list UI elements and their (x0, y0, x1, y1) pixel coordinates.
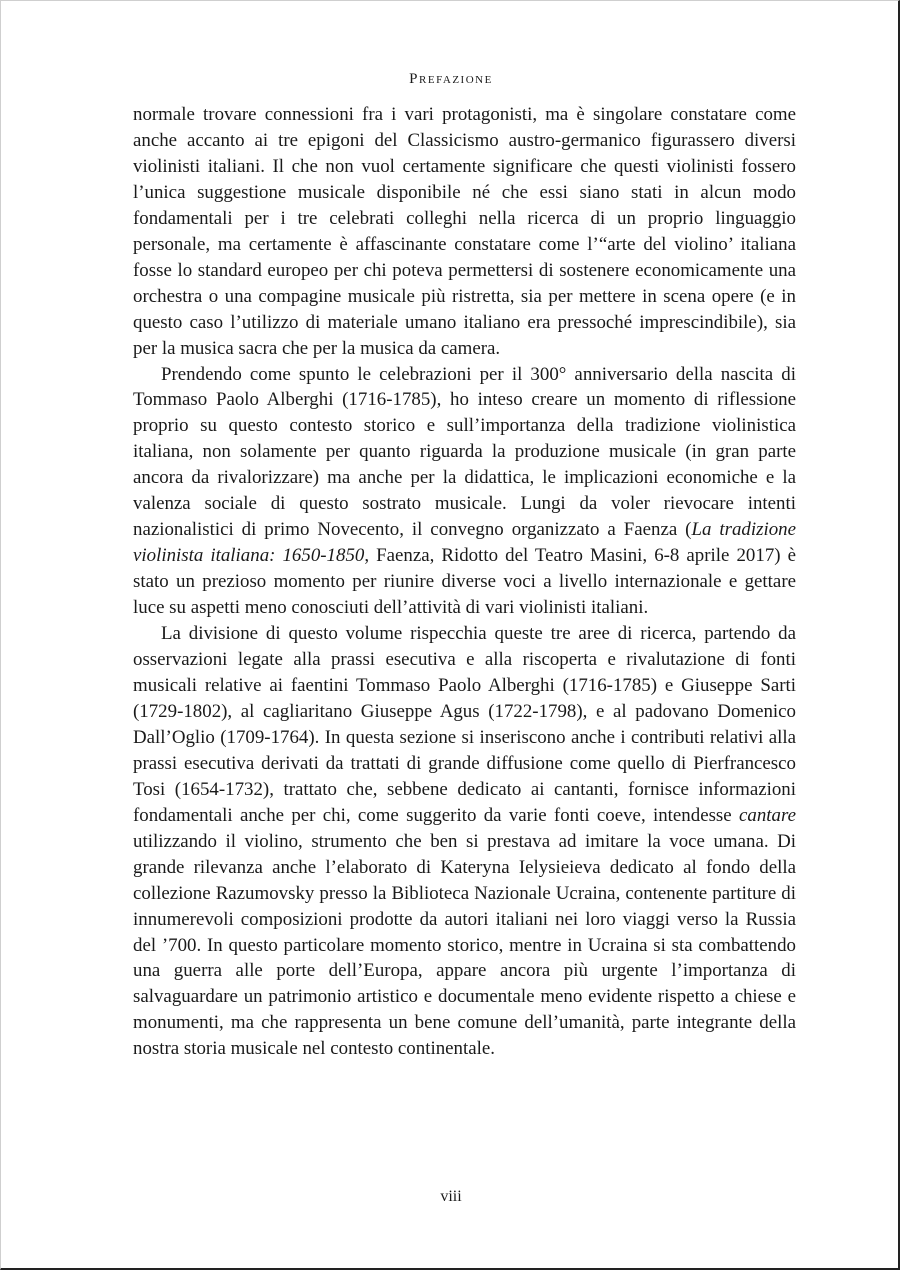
running-head: Prefazione (409, 71, 493, 87)
paragraph-2-text-a: Prendendo come spunto le celebrazioni per il 300° anniversario della nascita di Tommaso Paolo Alberghi (1716-1785), ho inteso creare un momento di riflessione proprio su questo contesto storico e sull’importanza della tradizione violinistica italiana, non solamente per quanto riguarda la produzione musicale (in gran parte ancora da rivalorizzare) ma anche per la didattica, le implicazioni economiche e la valenza sociale di questo sostrato musicale. Lungi da voler rievocare intenti nazionalistici di primo Novecento, il convegno organizzato a Faenza ( (133, 363, 796, 541)
paragraph-1-text: normale trovare connessioni fra i vari protagonisti, ma è singolare constatare come anche accanto ai tre epigoni del Classicismo austro-germanico figurassero diversi violinisti italiani. Il che non vuol certamente significare che questi violinisti fossero l’unica suggestione musicale disponibile né che essi siano stati in alcun modo fondamentali per i tre celebrati colleghi nella ricerca di un proprio linguaggio personale, ma certamente è affascinante constatare come l’“arte del violino’ italiana fosse lo standard europeo per chi poteva permettersi di sostenere economicamente una orchestra o una compagine musicale più ristretta, sia per mettere in scena opere (e in questo caso l’utilizzo di materiale umano italiano era pressoché imprescindibile), sia per la musica sacra che per la musica da camera. (133, 104, 796, 359)
paragraph-2 (133, 362, 796, 622)
paragraph-3 (133, 621, 796, 1062)
paragraph-2-text-b: , Faenza, Ridotto del Teatro Masini, 6-8 aprile 2017) è stato un prezioso momento per riunire diverse voci a livello internazionale e gettare luce su aspetti meno conosciuti dell’attività di vari violinisti italiani. (133, 545, 796, 619)
conference-title: La tradizione violinista italiana: 1650-1850 (133, 519, 796, 567)
paragraph-1 (133, 102, 796, 362)
paragraph-3-text-b: utilizzando il violino, strumento che ben si prestava ad imitare la voce umana. Di grande rilevanza anche l’elaborato di Kateryna Ielysieieva dedicato al fondo della collezione Razumovsky presso la Biblioteca Nazionale Ucraina, contenente partiture di innumerevoli composizioni prodotte da autori italiani nei loro viaggi verso la Russia del ’700. In questo particolare momento storico, mentre in Ucraina si sta combattendo una guerra alle porte dell’Europa, appare ancora più urgente l’importanza di salvaguardare un patrimonio artistico e documentale meno evidente rispetto a chiese e monumenti, ma che rappresenta un bene comune dell’umanità, parte integrante della nostra storia musicale nel contesto continentale. (133, 830, 796, 1060)
emphasis-cantare: cantare (738, 804, 796, 826)
page-number: viii (440, 1188, 462, 1205)
body-text (133, 102, 796, 1062)
paragraph-3-text-a: La divisione di questo volume rispecchia queste tre aree di ricerca, partendo da osservazioni legate alla prassi esecutiva e alla riscoperta e rivalutazione di fonti musicali relative ai faentini Tommaso Paolo Alberghi (1716-1785) e Giuseppe Sarti (1729-1802), al cagliaritano Giuseppe Agus (1722-1798), e al padovano Domenico Dall’Oglio (1709-1764). In questa sezione si inseriscono anche i contributi relativi alla prassi esecutiva derivati da trattati di grande diffusione come quello di Pierfrancesco Tosi (1654-1732), trattato che, sebbene dedicato ai cantanti, fornisce informazioni fondamentali anche per chi, come suggerito da varie fonti coeve, intendesse (133, 623, 796, 826)
